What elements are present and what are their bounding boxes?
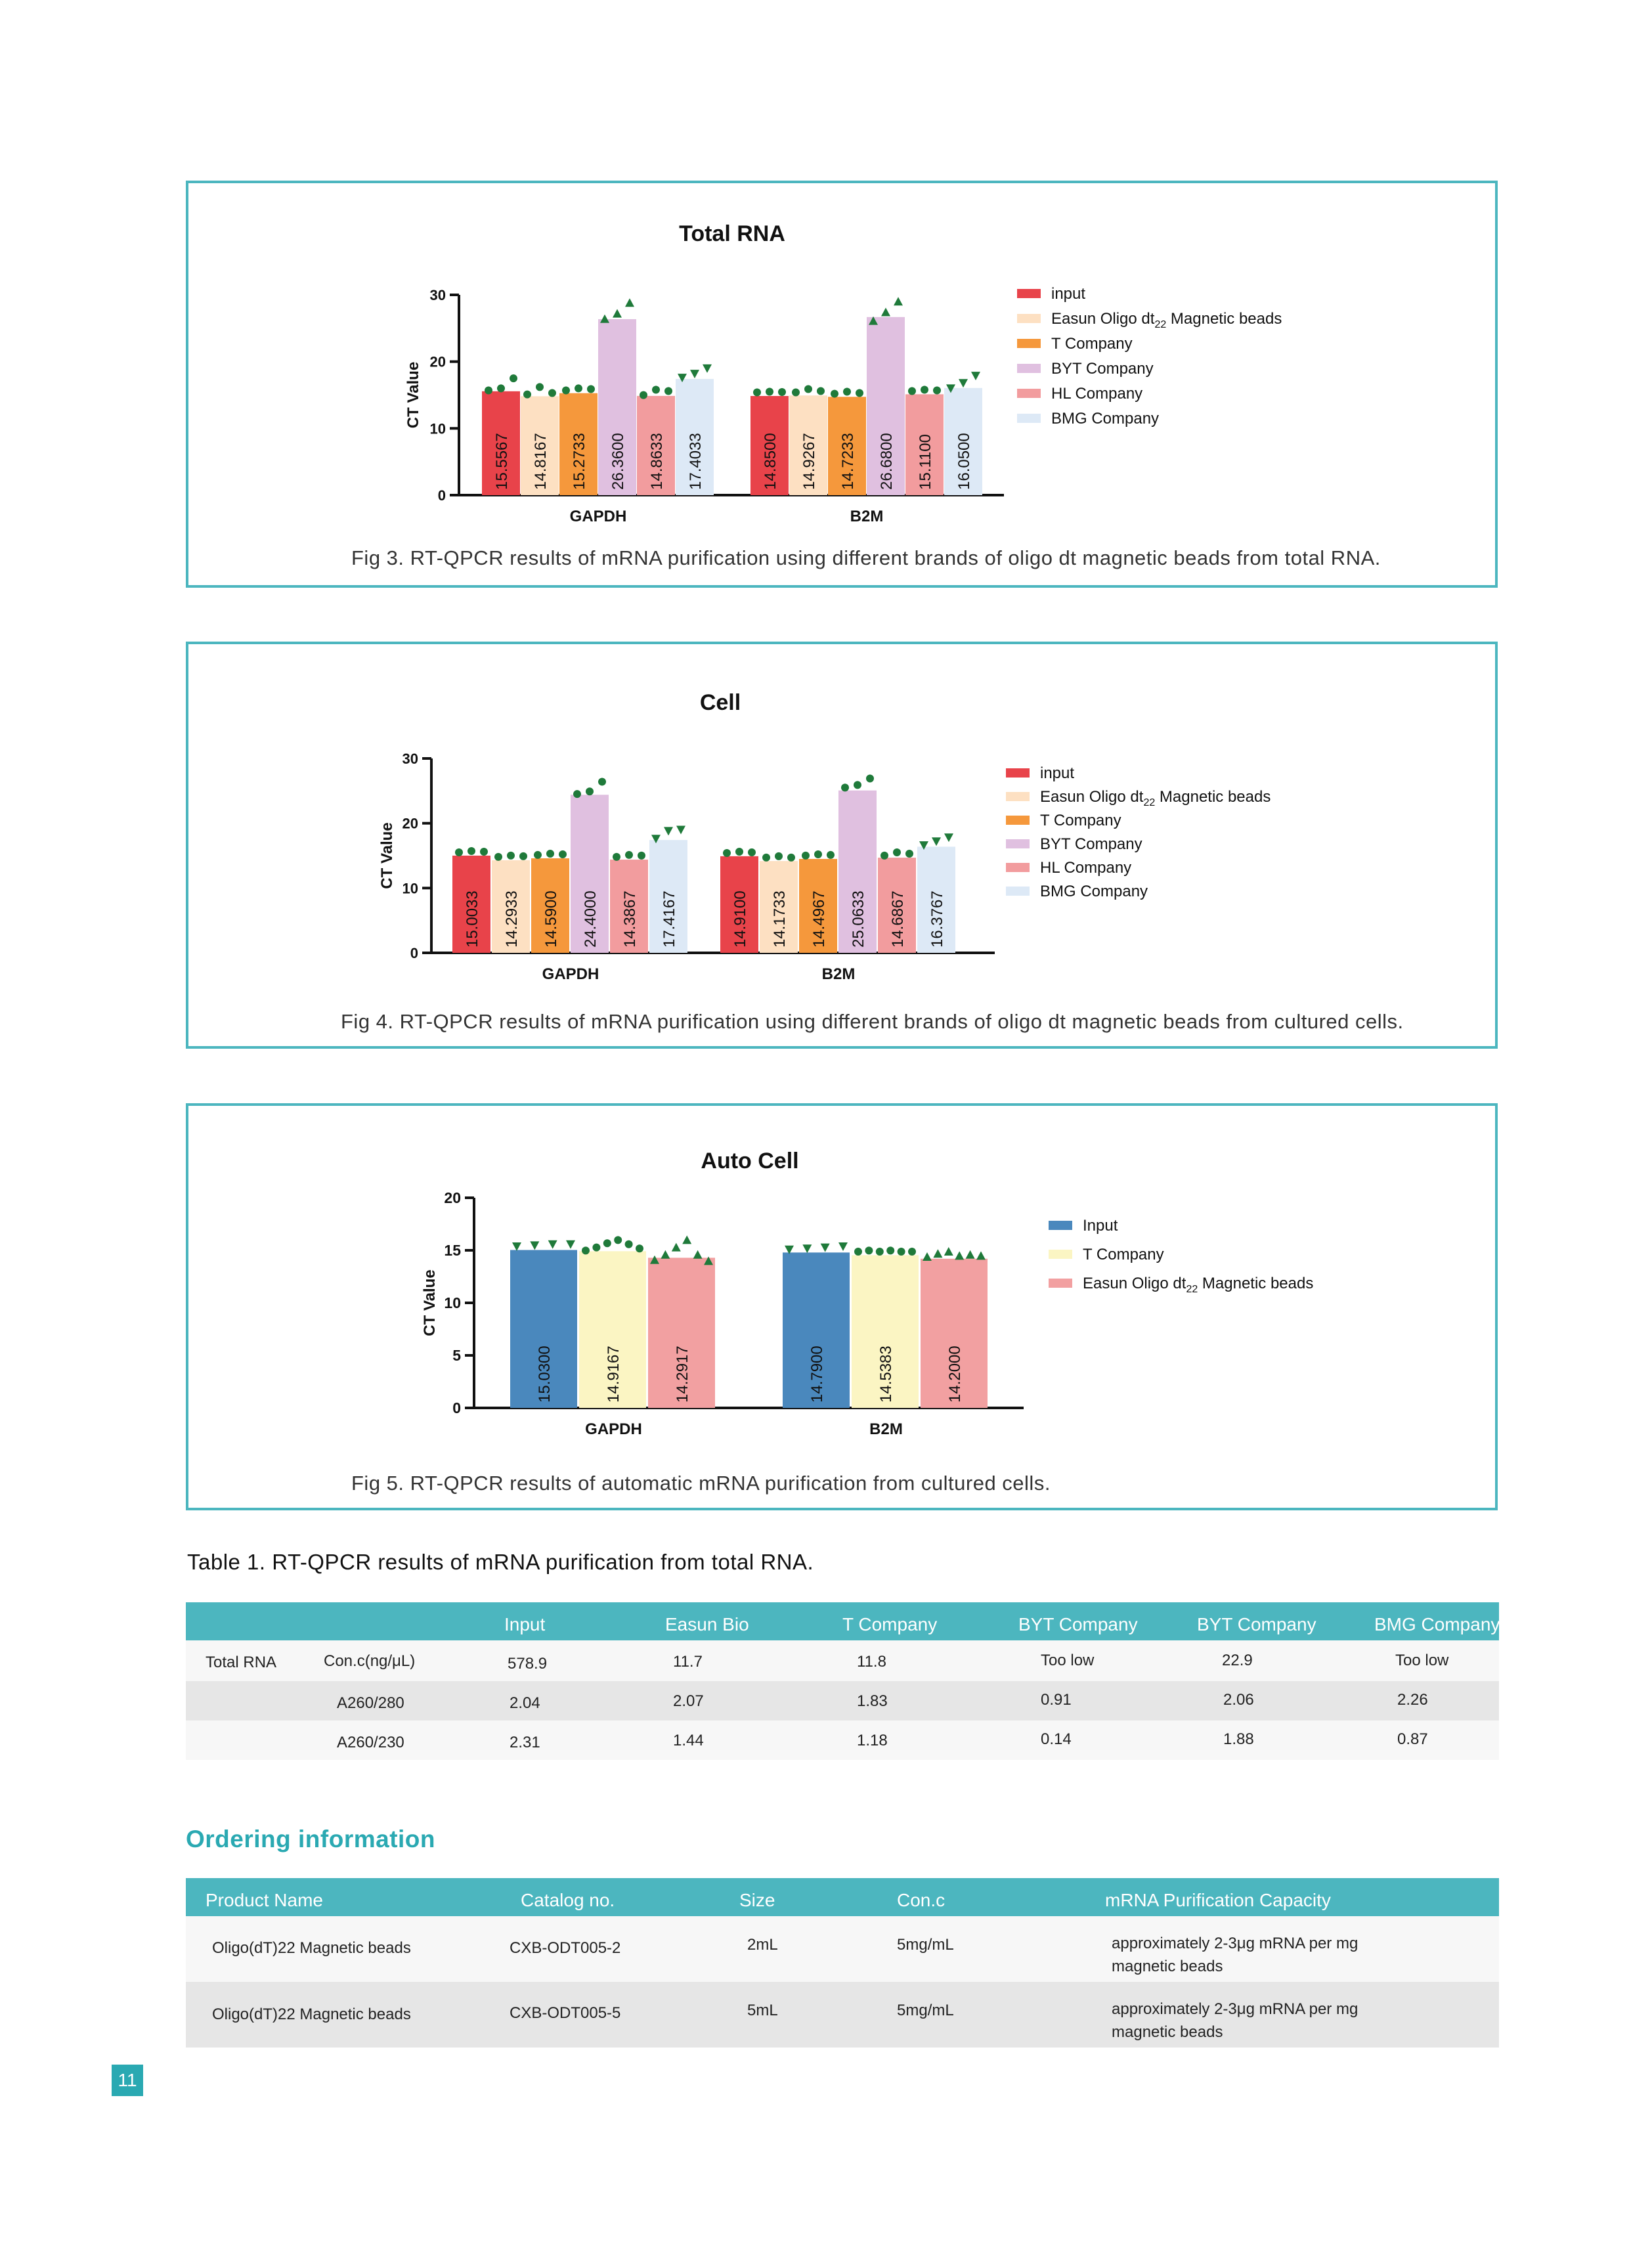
data-label: 24.4000: [582, 890, 599, 948]
ordering-catalog-no: CXB-ODT005-5: [510, 2004, 621, 2022]
ordering-title: Ordering information: [186, 1826, 435, 1852]
data-point: [664, 827, 673, 835]
data-point: [854, 1248, 862, 1256]
data-point: [573, 790, 581, 798]
data-label: 14.2000: [946, 1346, 964, 1403]
legend-swatch-t-company: [1006, 816, 1030, 825]
data-point: [723, 849, 731, 857]
chart-title: Auto Cell: [701, 1149, 799, 1173]
legend-label: BYT Company: [1040, 835, 1142, 853]
table-1-header-bmg-company: BMG Company: [1374, 1614, 1500, 1634]
data-point: [534, 851, 542, 859]
data-point: [480, 848, 488, 856]
data-point: [908, 1248, 916, 1256]
ordering-size: 5mL: [747, 2002, 778, 2019]
table-1-cell: 11.8: [857, 1653, 886, 1671]
ordering-capacity: approximately 2-3μg mRNA per mg: [1112, 2000, 1359, 2018]
legend-swatch-input: [1049, 1221, 1072, 1230]
table-1-cell: 0.14: [1041, 1730, 1072, 1748]
data-point: [894, 297, 903, 305]
ordering-capacity: magnetic beads: [1112, 1958, 1223, 1975]
table-1-row-label: A260/280: [337, 1694, 404, 1712]
legend-label: T Company: [1051, 335, 1133, 353]
data-point: [536, 383, 544, 391]
y-tick-label: 10: [444, 1294, 461, 1311]
data-point: [485, 386, 492, 394]
ordering-product-name: Oligo(dT)22 Magnetic beads: [212, 1939, 411, 1957]
data-point: [703, 364, 712, 373]
data-label: 14.9167: [605, 1346, 622, 1403]
ordering-size: 2mL: [747, 1936, 778, 1954]
data-point: [866, 775, 874, 783]
y-tick-label: 0: [452, 1399, 461, 1416]
data-point: [976, 1251, 986, 1260]
data-label: 15.0300: [536, 1346, 554, 1403]
data-point: [613, 853, 620, 861]
data-point: [766, 388, 773, 396]
data-label: 14.2933: [503, 890, 521, 948]
data-point: [664, 387, 672, 395]
data-point: [817, 387, 825, 395]
data-point: [886, 1246, 894, 1254]
data-point: [582, 1246, 590, 1254]
data-point: [876, 1248, 884, 1256]
data-point: [921, 385, 928, 393]
data-point: [880, 852, 888, 860]
data-point: [625, 1240, 633, 1248]
data-point: [944, 1247, 953, 1256]
ordering-conc: 5mg/mL: [897, 2002, 954, 2019]
data-point: [510, 374, 517, 382]
ordering-header-product: Product Name: [206, 1890, 323, 1910]
y-tick-label: 20: [429, 353, 446, 370]
data-label: 14.1733: [771, 890, 789, 948]
legend-label: input: [1040, 764, 1075, 782]
data-point: [814, 850, 822, 858]
table-1-cell: 2.26: [1397, 1691, 1428, 1709]
y-tick-label: 20: [444, 1189, 461, 1206]
y-tick-label: 30: [429, 287, 446, 303]
ordering-header-size: Size: [739, 1890, 775, 1910]
x-category-label: GAPDH: [542, 965, 599, 983]
data-point: [575, 384, 582, 392]
data-point: [682, 1235, 691, 1244]
table-1: [186, 1602, 1499, 1763]
data-point: [497, 384, 505, 392]
legend-swatch-t-company: [1049, 1250, 1072, 1259]
data-label: 14.4967: [810, 890, 828, 948]
table-1-cell: 11.7: [673, 1653, 703, 1671]
table-1-cell: 1.18: [857, 1732, 888, 1749]
legend-label: HL Company: [1040, 859, 1132, 877]
chart-title: Total RNA: [679, 221, 785, 246]
data-point: [467, 847, 475, 855]
data-point: [959, 379, 968, 387]
data-point: [944, 833, 953, 842]
table-1-cell: 2.04: [510, 1694, 540, 1712]
data-point: [512, 1242, 521, 1251]
data-point: [592, 1244, 600, 1252]
legend-label: Easun Oligo $dt_{22}$ Magnetic beads: [1040, 788, 1271, 808]
x-category-label: GAPDH: [585, 1420, 642, 1438]
data-point: [519, 852, 527, 860]
data-label: 14.9100: [731, 890, 749, 948]
legend-swatch-t-company: [1017, 339, 1041, 348]
data-point: [625, 851, 633, 859]
table-1-header-input: Input: [504, 1614, 546, 1634]
legend-label: HL Company: [1051, 385, 1143, 403]
data-label: 14.8167: [532, 433, 550, 490]
data-label: 16.3767: [928, 890, 946, 948]
legend-label: Input: [1083, 1217, 1118, 1235]
legend-swatch-easun-oligo-dt22-magnetic-beads: [1017, 314, 1041, 323]
legend-swatch-easun-oligo-dt22-magnetic-beads: [1049, 1279, 1072, 1288]
data-point: [787, 854, 795, 862]
legend-swatch-bmg-company: [1006, 887, 1030, 896]
data-point: [586, 787, 594, 795]
table-1-cell: 1.83: [857, 1692, 888, 1710]
data-label: 14.9267: [800, 433, 818, 490]
figure-4-box: [186, 642, 1498, 1049]
data-label: 15.1100: [917, 434, 934, 490]
y-tick-label: 20: [402, 815, 418, 832]
data-point: [507, 852, 515, 860]
table-1-cell: 1.88: [1223, 1730, 1254, 1748]
figure-4-caption: Fig 4. RT-QPCR results of mRNA purification using different brands of oligo dt magnetic beads from cultured cells.: [341, 1010, 1404, 1033]
table-1-cell: 578.9: [508, 1655, 548, 1673]
legend-swatch-input: [1017, 289, 1041, 298]
data-point: [603, 1239, 611, 1247]
ordering-capacity: magnetic beads: [1112, 2023, 1223, 2041]
figure-3-box: [186, 181, 1498, 588]
table-1-row-label: Con.c(ng/μL): [324, 1652, 416, 1670]
data-point: [778, 388, 786, 396]
data-point: [893, 848, 901, 856]
data-point: [865, 1246, 873, 1254]
table-1-header-byt-company-2: BYT Company: [1197, 1614, 1316, 1634]
table-1-cell: 22.9: [1222, 1652, 1253, 1669]
data-point: [854, 781, 861, 789]
legend-swatch-byt-company: [1017, 364, 1041, 373]
data-label: 14.3867: [621, 890, 639, 948]
y-tick-label: 5: [452, 1347, 461, 1364]
x-category-label: B2M: [821, 965, 856, 983]
data-point: [676, 825, 685, 834]
data-point: [661, 1250, 670, 1259]
data-point: [735, 848, 743, 856]
ordering-table: [186, 1878, 1499, 2049]
table-1-cell: 0.87: [1397, 1730, 1428, 1748]
data-label: 14.5900: [542, 890, 560, 948]
data-label: 15.5567: [493, 433, 511, 490]
y-tick-label: 10: [429, 420, 446, 437]
y-tick-label: 0: [410, 945, 418, 961]
data-point: [587, 385, 595, 393]
data-point: [693, 1250, 703, 1259]
x-category-label: B2M: [869, 1420, 903, 1438]
table-1-header-t-company: T Company: [842, 1614, 938, 1634]
table-1-header-easun: Easun Bio: [665, 1614, 749, 1634]
chart-cell: [188, 644, 1495, 1046]
y-tick-label: 15: [444, 1242, 461, 1259]
legend-label: T Company: [1083, 1246, 1164, 1263]
data-point: [881, 308, 890, 317]
data-label: 15.2733: [571, 433, 588, 490]
legend-label: Easun Oligo $dt_{22}$ Magnetic beads: [1051, 310, 1282, 330]
y-axis-label: CT Value: [421, 1269, 439, 1336]
data-point: [933, 1249, 942, 1258]
data-point: [652, 385, 660, 393]
data-point: [548, 1240, 557, 1249]
data-point: [625, 298, 634, 307]
data-label: 17.4033: [687, 433, 705, 490]
data-label: 14.2917: [674, 1346, 691, 1403]
ordering-conc: 5mg/mL: [897, 1936, 954, 1954]
ordering-header-capacity: mRNA Purification Capacity: [1105, 1890, 1331, 1910]
legend-label: BMG Company: [1040, 883, 1148, 900]
data-label: 16.0500: [955, 433, 973, 490]
data-point: [566, 1240, 575, 1249]
data-label: 17.4167: [661, 890, 678, 948]
legend-swatch-bmg-company: [1017, 414, 1041, 423]
data-point: [831, 390, 838, 398]
data-label: 14.8500: [762, 433, 779, 490]
table-1-cell: Too low: [1041, 1652, 1095, 1669]
data-point: [821, 1244, 830, 1252]
table-1-row-label: A260/230: [337, 1734, 404, 1751]
data-point: [966, 1250, 975, 1259]
data-point: [546, 850, 554, 858]
figure-3-caption: Fig 3. RT-QPCR results of mRNA purification using different brands of oligo dt magnetic beads from total RNA.: [351, 546, 1381, 569]
y-axis-label: CT Value: [378, 822, 396, 889]
data-point: [455, 848, 463, 856]
data-point: [494, 853, 502, 861]
table-1-cell: 1.44: [673, 1732, 704, 1749]
data-label: 26.6800: [878, 433, 896, 490]
data-point: [905, 850, 913, 858]
data-point: [827, 851, 835, 859]
data-point: [613, 309, 622, 318]
data-point: [933, 386, 941, 394]
data-point: [753, 389, 761, 397]
chart-title: Cell: [699, 690, 741, 715]
legend-swatch-easun-oligo-dt22-magnetic-beads: [1006, 792, 1030, 801]
data-point: [792, 389, 800, 397]
data-point: [971, 372, 980, 380]
data-point: [838, 1242, 848, 1251]
chart-total-rna: [188, 183, 1495, 585]
data-point: [636, 1244, 643, 1252]
chart-auto-cell: [188, 1106, 1495, 1508]
legend-label: input: [1051, 285, 1086, 303]
legend-label: BYT Company: [1051, 360, 1154, 378]
data-point: [562, 386, 570, 394]
ordering-header-conc: Con.c: [897, 1890, 946, 1910]
data-point: [748, 848, 756, 856]
data-point: [690, 370, 699, 378]
data-point: [762, 854, 770, 862]
table-1-cell: 2.06: [1223, 1691, 1254, 1709]
data-point: [843, 388, 851, 396]
data-point: [672, 1243, 681, 1252]
table-1-cell: 2.31: [510, 1734, 540, 1751]
table-1-title: Table 1. RT-QPCR results of mRNA purification from total RNA.: [187, 1550, 814, 1574]
y-axis-label: CT Value: [404, 361, 422, 429]
data-point: [559, 850, 567, 858]
data-label: 14.6867: [889, 890, 907, 948]
table-1-cell: Too low: [1395, 1652, 1449, 1669]
data-label: 14.7233: [839, 433, 857, 490]
data-point: [923, 1252, 932, 1261]
data-point: [600, 315, 609, 323]
data-point: [598, 778, 606, 785]
legend-swatch-input: [1006, 768, 1030, 778]
data-point: [548, 389, 556, 397]
figure-5-caption: Fig 5. RT-QPCR results of automatic mRNA purification from cultured cells.: [351, 1472, 1051, 1495]
data-point: [802, 1244, 812, 1253]
ordering-catalog-no: CXB-ODT005-2: [510, 1939, 621, 1957]
data-label: 26.3600: [609, 433, 627, 490]
legend-swatch-hl-company: [1006, 863, 1030, 872]
page-number: 11: [112, 2065, 143, 2096]
x-category-label: GAPDH: [569, 508, 627, 525]
table-1-cell: 0.91: [1041, 1691, 1072, 1709]
table-1-cell: 2.07: [673, 1692, 704, 1710]
data-point: [856, 389, 863, 397]
table-1-group-label: Total RNA: [206, 1654, 277, 1671]
data-point: [898, 1248, 905, 1256]
data-point: [841, 783, 849, 791]
ordering-header-catalog: Catalog no.: [521, 1890, 615, 1910]
data-label: 25.0633: [850, 890, 867, 948]
legend-label: T Company: [1040, 812, 1121, 829]
data-point: [932, 837, 941, 846]
data-point: [955, 1251, 964, 1260]
data-point: [614, 1236, 622, 1244]
data-label: 14.7900: [808, 1346, 826, 1403]
legend-swatch-byt-company: [1006, 839, 1030, 848]
data-point: [638, 852, 645, 860]
data-point: [804, 385, 812, 393]
data-point: [775, 852, 783, 860]
x-category-label: B2M: [850, 508, 884, 525]
ordering-product-name: Oligo(dT)22 Magnetic beads: [212, 2005, 411, 2023]
data-label: 14.5383: [877, 1346, 895, 1403]
legend-label: BMG Company: [1051, 410, 1160, 427]
data-point: [908, 387, 916, 395]
data-point: [530, 1241, 539, 1250]
y-tick-label: 30: [402, 751, 418, 767]
figure-5-box: [186, 1103, 1498, 1510]
y-tick-label: 10: [402, 880, 418, 897]
data-label: 15.0033: [464, 890, 481, 948]
data-label: 14.8633: [648, 433, 666, 490]
table-1-header-byt-company: BYT Company: [1018, 1614, 1138, 1634]
data-point: [802, 852, 810, 860]
data-point: [640, 391, 647, 399]
y-tick-label: 0: [437, 487, 446, 504]
legend-label: Easun Oligo $dt_{22}$ Magnetic beads: [1083, 1275, 1314, 1295]
legend-swatch-hl-company: [1017, 389, 1041, 398]
ordering-capacity: approximately 2-3μg mRNA per mg: [1112, 1935, 1359, 1952]
data-point: [523, 391, 531, 399]
